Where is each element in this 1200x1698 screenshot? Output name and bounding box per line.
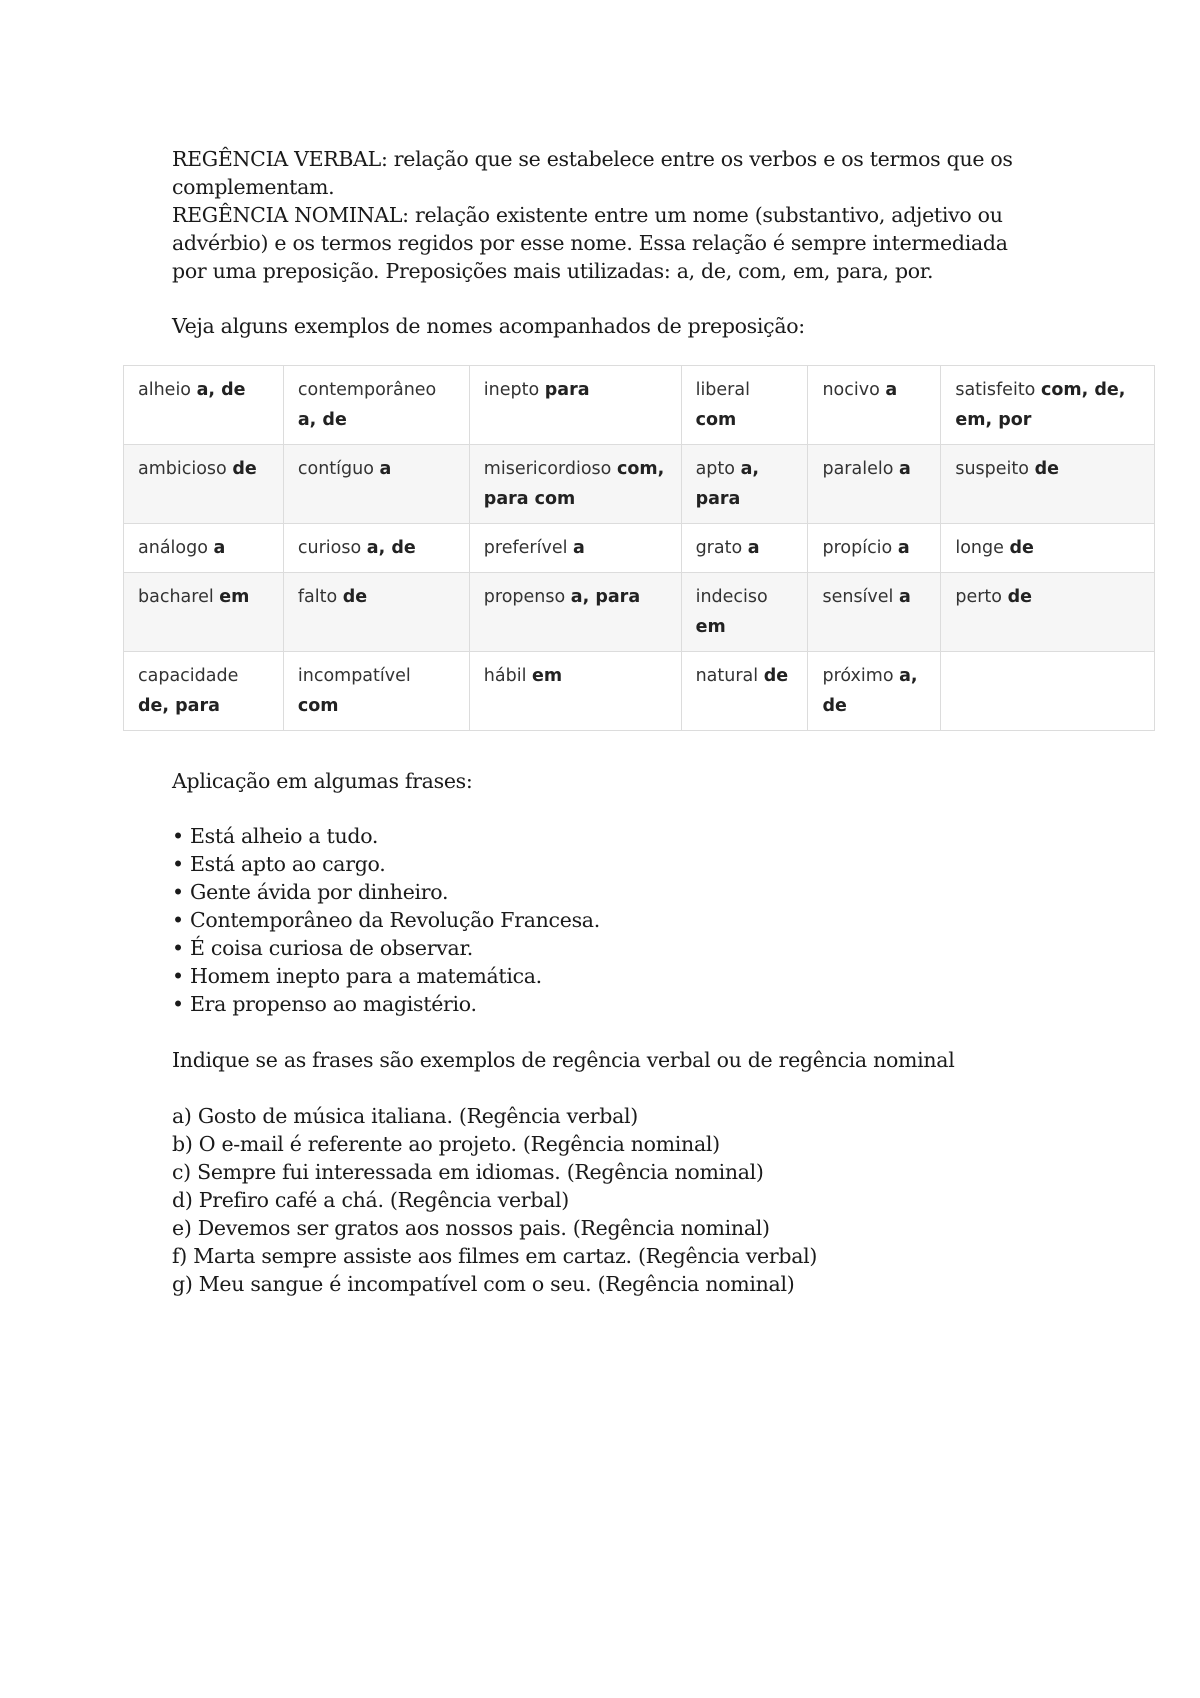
cell-preposition: a, para xyxy=(570,587,641,607)
cell-preposition: a xyxy=(213,538,226,558)
table-cell xyxy=(469,652,681,731)
cell-word: contemporâneo xyxy=(297,380,437,400)
cell-word: liberal xyxy=(695,380,750,400)
table-cell xyxy=(808,573,941,652)
cell-preposition: a, de xyxy=(822,666,918,716)
cell-word: natural xyxy=(695,666,759,686)
cell-word: falto xyxy=(297,587,338,607)
definition-regencia-nominal: REGÊNCIA NOMINAL: relação existente entre um nome (substantivo, adjetivo ou advérbio) e os termos regidos por esse nome. Essa relação é sempre intermediada por uma preposição. Preposições mais utilizadas: a, de, com, em, para, por. xyxy=(172,203,1008,283)
cell-preposition: de xyxy=(1034,459,1059,479)
exercise-answers xyxy=(172,1102,1032,1298)
answer-item: g) Meu sangue é incompatível com o seu. (Regência nominal) xyxy=(172,1272,795,1296)
cell-preposition: a xyxy=(899,459,911,479)
cell-word: propício xyxy=(822,538,893,558)
table-cell xyxy=(808,366,941,445)
table-row xyxy=(124,652,1155,731)
cell-word: alheio xyxy=(138,380,192,400)
table-cell xyxy=(124,366,284,445)
intro-definitions xyxy=(172,145,1032,285)
table-cell xyxy=(469,573,681,652)
cell-preposition: a xyxy=(899,587,911,607)
cell-preposition: a xyxy=(747,538,760,558)
cell-word: bacharel xyxy=(138,587,214,607)
cell-preposition: com, para com xyxy=(483,459,665,509)
cell-preposition: a, para xyxy=(695,459,760,509)
cell-preposition: de xyxy=(232,459,257,479)
cell-word: próximo xyxy=(822,666,894,686)
answer-item: e) Devemos ser gratos aos nossos pais. (Regência nominal) xyxy=(172,1216,770,1240)
cell-preposition: em xyxy=(532,666,563,686)
list-item: • Era propenso ao magistério. xyxy=(172,990,1032,1018)
table-cell xyxy=(124,524,284,573)
table-cell xyxy=(681,445,808,524)
table-cell xyxy=(469,366,681,445)
cell-preposition: a xyxy=(379,459,392,479)
sentence-list xyxy=(172,822,1032,1018)
application-sentences xyxy=(172,822,1032,1018)
exercise-instruction xyxy=(172,1046,1032,1074)
table-cell xyxy=(941,652,1155,731)
cell-word: hábil xyxy=(483,666,527,686)
cell-preposition: em xyxy=(219,587,250,607)
table-row xyxy=(124,366,1155,445)
cell-preposition: com, de, em, por xyxy=(955,380,1126,430)
table-cell xyxy=(681,366,808,445)
cell-word: análogo xyxy=(138,538,208,558)
cell-word: ambicioso xyxy=(138,459,227,479)
list-item: • É coisa curiosa de observar. xyxy=(172,934,1032,962)
list-item: • Homem inepto para a matemática. xyxy=(172,962,1032,990)
answer-item: d) Prefiro café a chá. (Regência verbal) xyxy=(172,1188,569,1212)
cell-preposition: de xyxy=(1007,587,1032,607)
answer-item: f) Marta sempre assiste aos filmes em cartaz. (Regência verbal) xyxy=(172,1244,818,1268)
lead-sentence: Veja alguns exemplos de nomes acompanhados de preposição: xyxy=(172,314,805,338)
cell-preposition: em xyxy=(695,617,726,637)
prepositions-table-container xyxy=(123,365,1155,731)
table-cell xyxy=(941,445,1155,524)
cell-preposition: com xyxy=(297,696,339,716)
cell-word: misericordioso xyxy=(483,459,612,479)
table-cell xyxy=(124,573,284,652)
cell-preposition: de, para xyxy=(138,696,220,716)
cell-word: propenso xyxy=(483,587,566,607)
application-heading: Aplicação em algumas frases: xyxy=(172,769,473,793)
cell-preposition: de xyxy=(1009,538,1034,558)
table-row xyxy=(124,573,1155,652)
list-item: • Está alheio a tudo. xyxy=(172,822,1032,850)
cell-preposition: a, de xyxy=(196,380,246,400)
instruction-text: Indique se as frases são exemplos de regência verbal ou de regência nominal xyxy=(172,1048,955,1072)
cell-word: longe xyxy=(955,538,1004,558)
table-cell xyxy=(941,524,1155,573)
cell-preposition: de xyxy=(763,666,789,686)
cell-preposition: para xyxy=(544,380,590,400)
table-cell xyxy=(469,445,681,524)
table-cell xyxy=(124,445,284,524)
cell-word: indeciso xyxy=(695,587,768,607)
answer-item: b) O e-mail é referente ao projeto. (Regência nominal) xyxy=(172,1132,720,1156)
table-row xyxy=(124,445,1155,524)
cell-word: incompatível xyxy=(297,666,411,686)
cell-word: satisfeito xyxy=(955,380,1036,400)
table-cell xyxy=(283,366,469,445)
cell-preposition: com xyxy=(695,410,737,430)
table-row xyxy=(124,524,1155,573)
cell-word: curioso xyxy=(297,538,362,558)
cell-preposition: a xyxy=(573,538,585,558)
table-cell xyxy=(469,524,681,573)
cell-word: capacidade xyxy=(138,666,239,686)
cell-word: contíguo xyxy=(297,459,374,479)
table-cell xyxy=(283,445,469,524)
cell-preposition: a, de xyxy=(366,538,416,558)
list-item: • Contemporâneo da Revolução Francesa. xyxy=(172,906,1032,934)
cell-word: suspeito xyxy=(955,459,1029,479)
cell-word: perto xyxy=(955,587,1002,607)
table-cell xyxy=(283,652,469,731)
cell-word: nocivo xyxy=(822,380,880,400)
cell-preposition: a xyxy=(897,538,910,558)
cell-preposition: a xyxy=(885,380,898,400)
cell-word: paralelo xyxy=(822,459,894,479)
answer-item: a) Gosto de música italiana. (Regência verbal) xyxy=(172,1104,638,1128)
table-cell xyxy=(124,652,284,731)
list-item: • Gente ávida por dinheiro. xyxy=(172,878,1032,906)
table-cell xyxy=(941,573,1155,652)
table-cell xyxy=(941,366,1155,445)
definition-regencia-verbal: REGÊNCIA VERBAL: relação que se estabelece entre os verbos e os termos que os complementam. xyxy=(172,147,1013,199)
cell-preposition: a, de xyxy=(297,410,347,430)
cell-word: apto xyxy=(695,459,735,479)
cell-word: inepto xyxy=(483,380,540,400)
answer-list xyxy=(172,1102,1032,1298)
answer-item: c) Sempre fui interessada em idiomas. (Regência nominal) xyxy=(172,1160,764,1184)
cell-preposition: de xyxy=(342,587,368,607)
application-title xyxy=(172,767,1032,795)
table-cell xyxy=(808,652,941,731)
list-item: • Está apto ao cargo. xyxy=(172,850,1032,878)
table-cell xyxy=(808,524,941,573)
table-cell xyxy=(681,652,808,731)
table-cell xyxy=(808,445,941,524)
cell-word: sensível xyxy=(822,587,894,607)
table-cell xyxy=(681,573,808,652)
table-cell xyxy=(283,524,469,573)
cell-word: preferível xyxy=(483,538,568,558)
table-lead-text xyxy=(172,312,1032,340)
table-cell xyxy=(681,524,808,573)
table-cell xyxy=(283,573,469,652)
prepositions-table xyxy=(123,365,1155,731)
cell-word: grato xyxy=(695,538,743,558)
